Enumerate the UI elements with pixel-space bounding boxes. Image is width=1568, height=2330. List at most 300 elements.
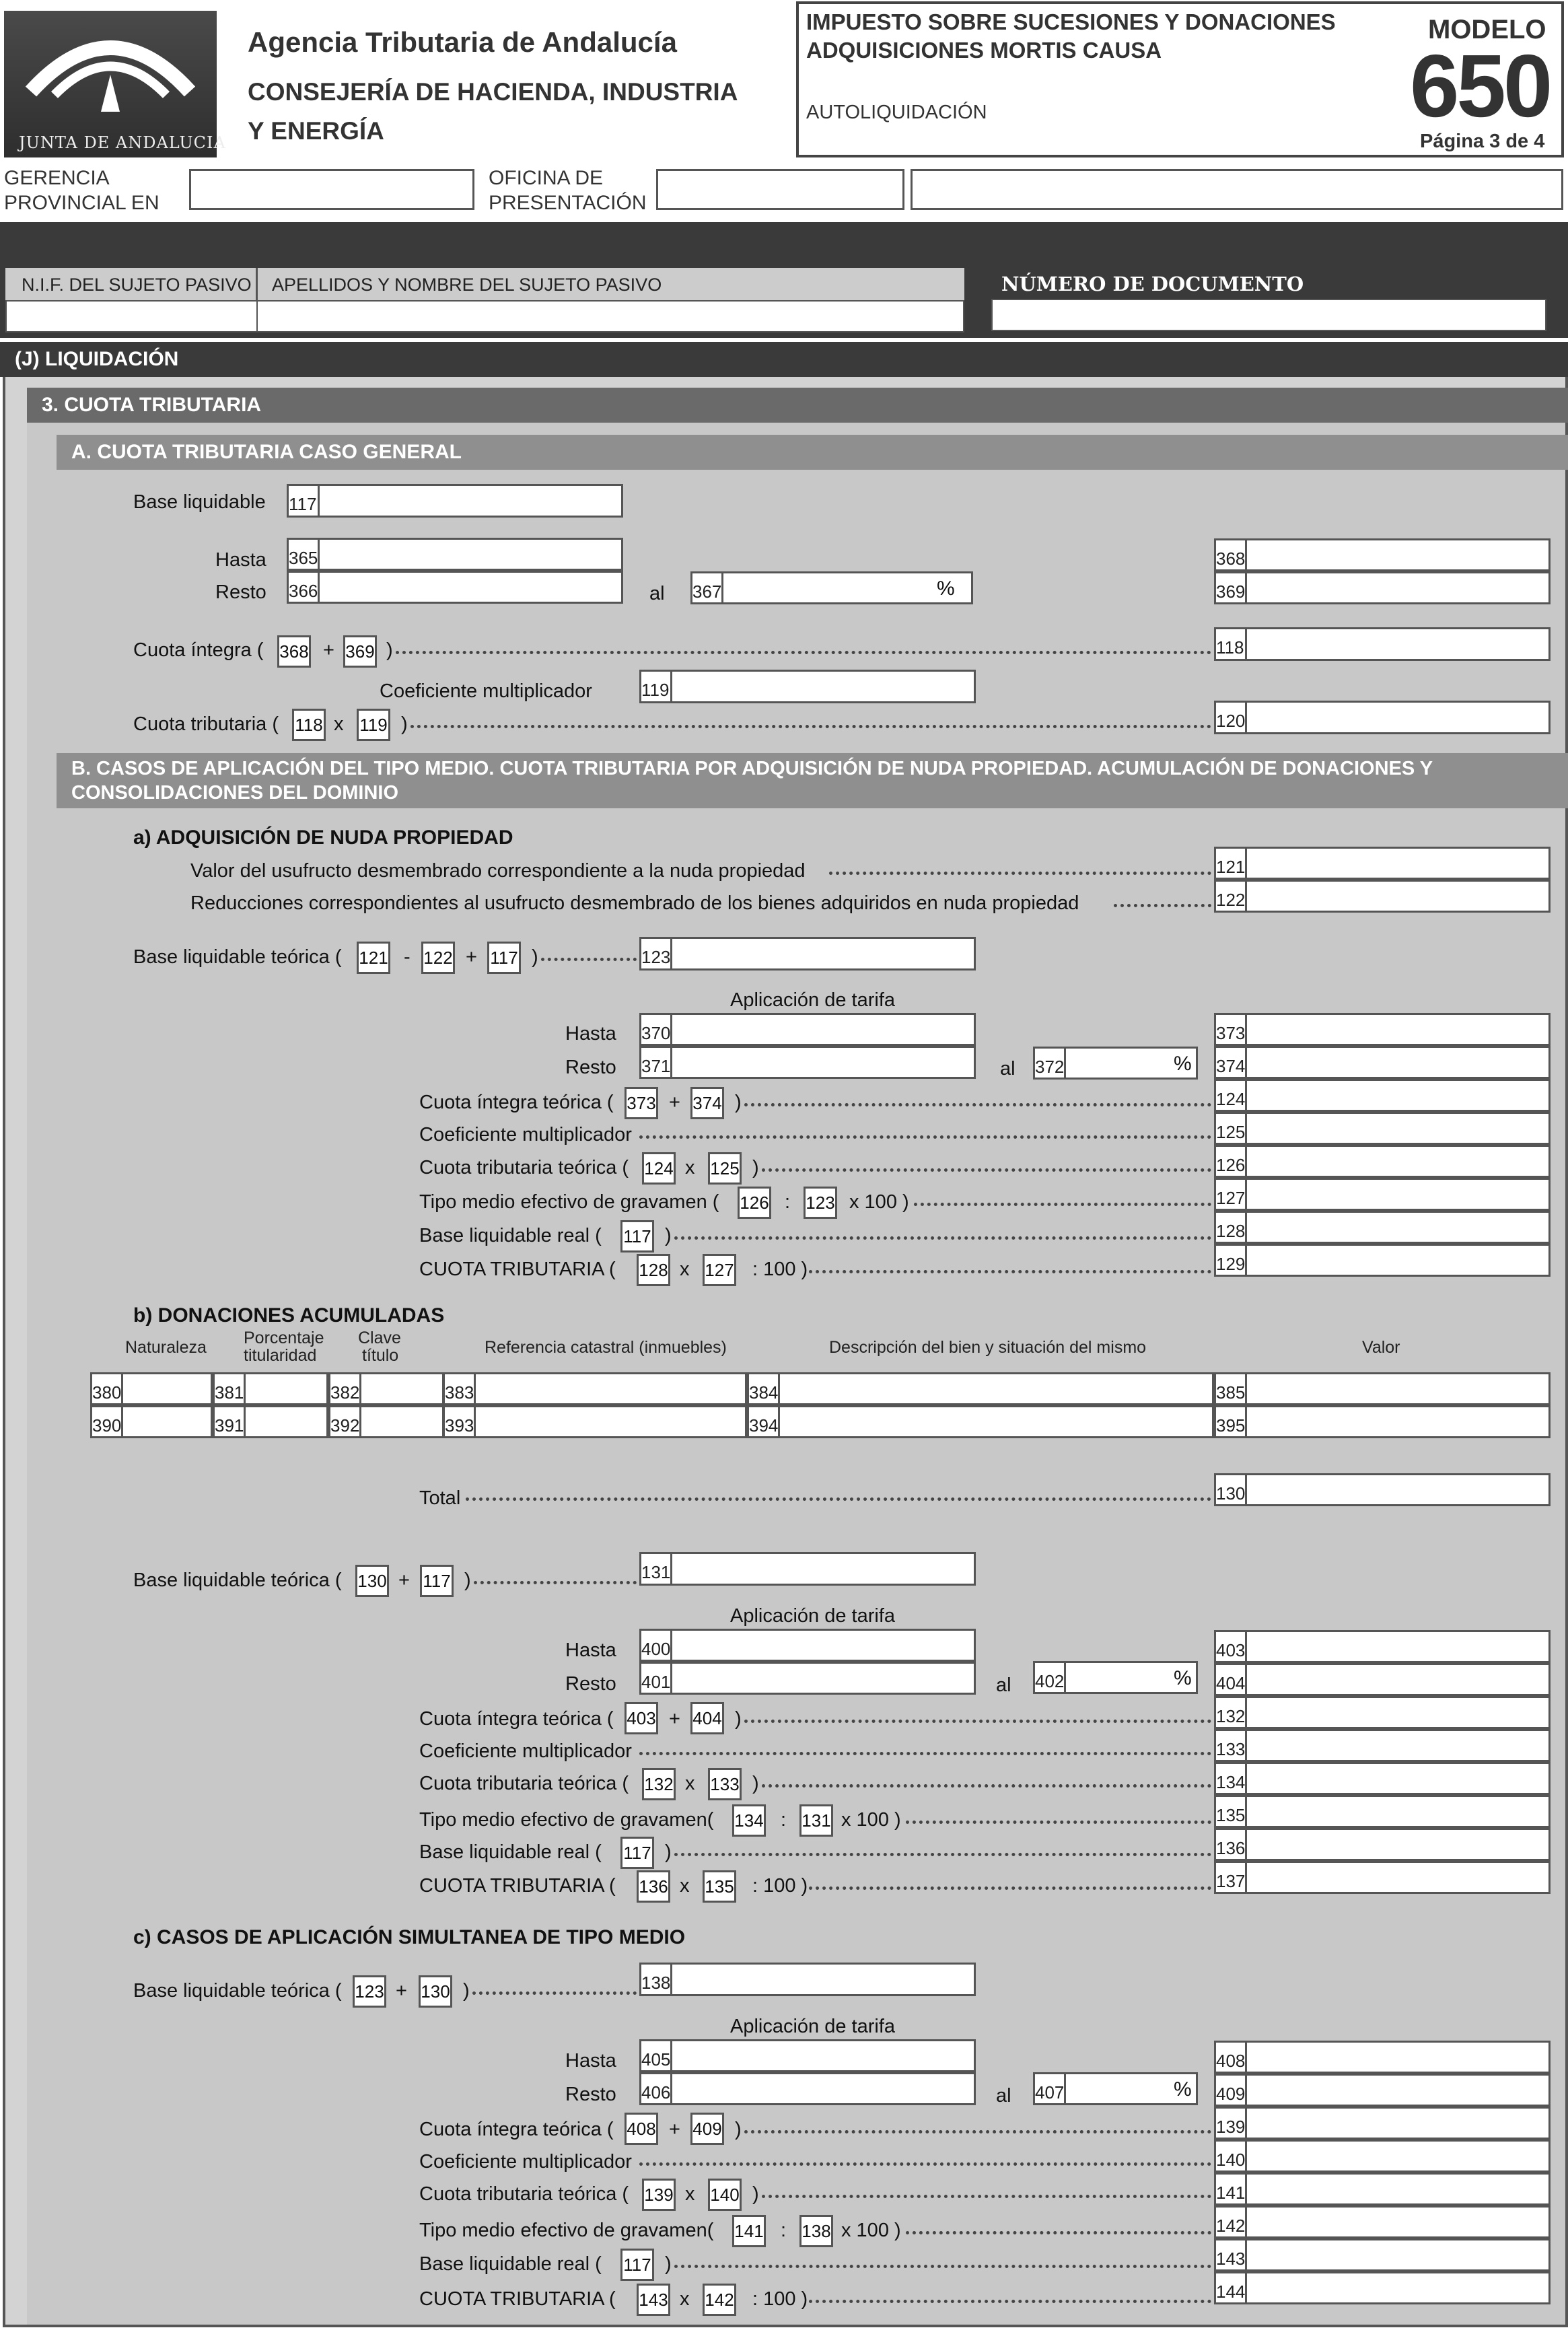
nif-field[interactable] [5,300,258,332]
blr-label-bc: Base liquidable real ( [419,2253,602,2275]
section-ba-title: a) ADQUISICIÓN DE NUDA PROPIEDAD [133,826,513,849]
tax-title-line1: IMPUESTO SOBRE SUCESIONES Y DONACIONES [806,9,1336,34]
blr-label-ba: Base liquidable real ( [419,1225,602,1246]
ministry-line2: Y ENERGÍA [248,117,384,145]
dots-135 [906,1820,1211,1824]
field-127-divider [1245,1178,1247,1211]
x100-ba: x 100 ) [849,1191,909,1213]
dots-141 [762,2194,1211,2198]
ref-409: 409 [690,2113,724,2145]
colon-bb: : [781,1809,787,1831]
dots-131 [474,1580,637,1584]
field-122[interactable] [1214,880,1551,913]
field-385-divider [1245,1372,1247,1405]
dots-124 [744,1102,1211,1106]
field-384-code: 384 [749,1382,779,1403]
field-371[interactable] [639,1046,976,1079]
dots-127 [914,1202,1211,1206]
ref-141: 141 [732,2215,766,2247]
field-406-divider [670,2072,672,2105]
ref-117-bb2: 117 [620,1837,654,1869]
ref-131: 131 [799,1804,833,1837]
field-142-divider [1245,2205,1247,2238]
cuota-trib-label-a: Cuota tributaria ( [133,713,279,735]
cuota-up-bc: CUOTA TRIBUTARIA ( [419,2288,616,2310]
field-119[interactable] [639,670,976,703]
field-383[interactable] [443,1372,747,1405]
name-field[interactable] [256,300,964,332]
field-382-code: 382 [330,1382,360,1403]
field-408-code: 408 [1216,2051,1246,2071]
col-referencia: Referencia catastral (inmuebles) [485,1338,727,1357]
field-391-divider [244,1405,246,1438]
ref-408: 408 [625,2113,658,2145]
close-bc4: ) [665,2253,672,2275]
dots-118 [396,650,1211,654]
field-127[interactable] [1214,1178,1551,1211]
tipo-label-bc: Tipo medio efectivo de gravamen( [419,2220,714,2241]
field-368[interactable] [1214,538,1551,571]
field-372-code: 372 [1035,1057,1065,1077]
ref-117-ba: 117 [487,942,521,974]
hasta-label-a: Hasta [215,549,266,571]
pct-label-a: % [937,577,955,600]
x-bb: x [685,1773,695,1794]
field-120[interactable] [1214,701,1551,734]
field-131-code: 131 [641,1562,671,1582]
dots-125 [639,1135,1211,1139]
field-134-code: 134 [1216,1772,1246,1792]
field-141-code: 141 [1216,2183,1246,2203]
field-390-code: 390 [92,1415,122,1436]
col-pct-2: titularidad [244,1346,317,1365]
ref-135: 135 [703,1870,736,1903]
cit-label-bb: Cuota íntegra teórica ( [419,1708,614,1730]
div100-ba: : 100 ) [752,1259,808,1280]
ref-403: 403 [625,1702,658,1734]
field-131[interactable] [639,1552,976,1586]
ref-374: 374 [690,1087,724,1119]
cuota-up-ba: CUOTA TRIBUTARIA ( [419,1259,616,1280]
dots-132 [744,1719,1211,1723]
field-123[interactable] [639,937,976,970]
ref-140: 140 [708,2179,742,2211]
ref-132: 132 [642,1768,676,1800]
field-393[interactable] [443,1405,747,1438]
field-404[interactable] [1214,1663,1551,1696]
col-descripcion: Descripción del bien y situación del mismo [829,1338,1147,1357]
field-144-divider [1245,2271,1247,2304]
oficina-label-1: OFICINA DE [489,167,604,189]
section-bb-title: b) DONACIONES ACUMULADAS [133,1304,445,1327]
field-129[interactable] [1214,1244,1551,1277]
field-143-code: 143 [1216,2249,1246,2269]
field-132[interactable] [1214,1696,1551,1729]
pct-bc: % [1174,2078,1192,2100]
field-139-code: 139 [1216,2117,1246,2137]
field-125[interactable] [1214,1112,1551,1145]
field-129-code: 129 [1216,1254,1246,1274]
field-406[interactable] [639,2072,976,2105]
x-bc2: x [680,2288,690,2310]
field-117[interactable] [287,484,623,518]
ref-130: 130 [355,1565,389,1597]
blt-label-bc: Base liquidable teórica ( [133,1980,342,2002]
oficina-label-2: PRESENTACIÓN [489,192,647,214]
field-129-divider [1245,1244,1247,1277]
ref-117-ba2: 117 [620,1220,654,1252]
subtitle: AUTOLIQUIDACIÓN [806,102,987,123]
ref-368: 368 [277,635,311,668]
x-a: x [334,713,344,735]
close-ba2: ) [735,1092,742,1113]
field-126-code: 126 [1216,1155,1246,1175]
ref-133: 133 [708,1768,742,1800]
field-367-code: 367 [692,581,722,602]
dots-136 [674,1852,1211,1856]
field-383-code: 383 [445,1382,474,1403]
field-400-divider [670,1629,672,1662]
field-140[interactable] [1214,2140,1551,2173]
field-400-code: 400 [641,1639,671,1659]
field-368-divider [1245,538,1247,571]
field-392-divider [359,1405,361,1438]
field-137-code: 137 [1216,1871,1246,1891]
al-ba: al [1000,1058,1015,1080]
x100-bc: x 100 ) [841,2220,901,2241]
field-136-code: 136 [1216,1838,1246,1858]
field-392-code: 392 [330,1415,360,1436]
field-128-divider [1245,1211,1247,1244]
ref-404: 404 [690,1702,724,1734]
plus-ba2: + [669,1092,680,1113]
field-384[interactable] [747,1372,1214,1405]
col-clave-1: Clave [358,1329,401,1347]
field-137[interactable] [1214,1861,1551,1894]
field-371-divider [670,1046,672,1079]
x-ba2: x [680,1259,690,1280]
field-401-divider [670,1662,672,1695]
close-bc: ) [463,1980,470,2002]
field-124[interactable] [1214,1079,1551,1112]
page-indicator: Página 3 de 4 [1420,131,1545,152]
dots-130 [466,1497,1211,1501]
field-365-divider [318,538,320,571]
field-403-code: 403 [1216,1640,1246,1660]
field-383-divider [474,1372,476,1405]
ref-119: 119 [357,709,390,741]
field-366-divider [318,571,320,604]
ref-121: 121 [357,942,390,974]
field-373-code: 373 [1216,1023,1246,1043]
section-bc-title: c) CASOS DE APLICACIÓN SIMULTANEA DE TIPO MEDIO [133,1926,686,1948]
dots-120 [411,724,1211,728]
dots-139 [744,2129,1211,2133]
field-405-divider [670,2039,672,2072]
minus-ba: - [404,946,411,968]
field-373[interactable] [1214,1013,1551,1046]
ref-123-bc: 123 [353,1975,386,2008]
agency-name: Agencia Tributaria de Andalucía [248,26,677,58]
dots-129 [809,1269,1211,1273]
close-a1: ) [386,639,393,661]
field-395-code: 395 [1216,1415,1246,1436]
gerencia-label-1: GERENCIA [4,167,110,189]
coef-label-ba: Coeficiente multiplicador [419,1124,632,1145]
field-138[interactable] [639,1963,976,1996]
section-j-header: (J) LIQUIDACIÓN [0,342,1568,377]
field-140-divider [1245,2140,1247,2173]
field-402-divider [1064,1661,1066,1694]
field-373-divider [1245,1013,1247,1046]
ref-128: 128 [637,1254,670,1286]
oficina-code-field[interactable] [656,169,904,210]
field-408-divider [1245,2041,1247,2074]
ref-373: 373 [625,1087,658,1119]
field-127-code: 127 [1216,1188,1246,1208]
field-395[interactable] [1214,1405,1551,1438]
ref-122: 122 [421,942,455,974]
ref-123: 123 [804,1187,837,1219]
close-bb2: ) [735,1708,742,1730]
field-122-code: 122 [1216,890,1246,910]
field-122-divider [1245,880,1247,913]
field-125-divider [1245,1112,1247,1145]
field-133[interactable] [1214,1729,1551,1762]
field-117-code: 117 [289,494,317,514]
field-144[interactable] [1214,2271,1551,2304]
field-128-code: 128 [1216,1221,1246,1241]
hasta-bc: Hasta [565,2050,616,2072]
field-130[interactable] [1214,1473,1551,1506]
cuota-integra-label: Cuota íntegra ( [133,639,264,661]
col-pct-1: Porcentaje [244,1329,324,1347]
pct-ba: % [1174,1053,1192,1075]
field-120-code: 120 [1216,711,1246,731]
close-bb3: ) [752,1773,759,1794]
field-403-divider [1245,1630,1247,1663]
field-141[interactable] [1214,2173,1551,2205]
field-405[interactable] [639,2039,976,2072]
doc-number-field[interactable] [991,299,1546,331]
al-bc: al [996,2085,1011,2107]
field-409[interactable] [1214,2074,1551,2107]
section-3-header: 3. CUOTA TRIBUTARIA [27,388,1568,423]
resto-label-a: Resto [215,581,266,603]
close-ba4: ) [665,1225,672,1246]
field-135-divider [1245,1795,1247,1828]
field-128[interactable] [1214,1211,1551,1244]
coef-label-bc: Coeficiente multiplicador [419,2151,632,2173]
hasta-ba: Hasta [565,1023,616,1045]
field-369-divider [1245,571,1247,604]
col-naturaleza: Naturaleza [125,1338,207,1357]
field-117-divider [318,484,320,518]
field-119-code: 119 [641,680,670,700]
field-135-code: 135 [1216,1805,1246,1825]
dots-126 [762,1168,1211,1172]
field-380-code: 380 [92,1382,122,1403]
ref-126: 126 [738,1187,771,1219]
ref-125: 125 [708,1152,742,1185]
blt-label-bb: Base liquidable teórica ( [133,1569,342,1591]
field-141-divider [1245,2173,1247,2205]
field-394[interactable] [747,1405,1214,1438]
dots-133 [639,1751,1211,1755]
field-121[interactable] [1214,847,1551,880]
field-126-divider [1245,1145,1247,1178]
field-401[interactable] [639,1662,976,1695]
x100-bb: x 100 ) [841,1809,901,1831]
field-374-code: 374 [1216,1056,1246,1076]
field-136[interactable] [1214,1828,1551,1861]
resto-bb: Resto [565,1673,616,1695]
field-369-code: 369 [1216,581,1246,602]
dots-121 [829,871,1211,875]
ctt-label-bb: Cuota tributaria teórica ( [419,1773,629,1794]
field-365[interactable] [287,538,623,571]
close-bc2: ) [735,2119,742,2140]
section-a-header: A. CUOTA TRIBUTARIA CASO GENERAL [57,435,1568,470]
section-b-title-1: B. CASOS DE APLICACIÓN DEL TIPO MEDIO. CUOTA TRIBUTARIA POR ADQUISICIÓN DE NUDA PROPIEDAD. ACUMULACIÓN DE DONACIONES Y [71,758,1433,779]
doc-number-label: NÚMERO DE DOCUMENTO [1001,273,1304,295]
ref-138: 138 [799,2215,833,2247]
ref-139: 139 [642,2179,676,2211]
plus-bc: + [396,1980,407,2002]
plus-bb2: + [669,1708,680,1730]
resto-bc: Resto [565,2084,616,2105]
field-393-code: 393 [445,1415,474,1436]
field-385-code: 385 [1216,1382,1246,1403]
field-143[interactable] [1214,2238,1551,2271]
field-126[interactable] [1214,1145,1551,1178]
plus-ba: + [466,946,477,968]
gerencia-field[interactable] [189,169,474,210]
field-118-code: 118 [1216,637,1244,658]
field-123-divider [670,937,672,970]
ref-369: 369 [343,635,377,668]
field-367-divider [721,571,723,604]
blr-label-bb: Base liquidable real ( [419,1841,602,1863]
tax-title-line2: ADQUISICIONES MORTIS CAUSA [806,38,1162,63]
colon-bc: : [781,2220,787,2241]
field-408[interactable] [1214,2041,1551,2074]
field-370[interactable] [639,1013,976,1046]
field-401-code: 401 [641,1672,671,1692]
x-ba: x [685,1157,695,1178]
aplic-label-ba: Aplicación de tarifa [730,989,896,1011]
plus-bb: + [398,1569,410,1591]
dots-137 [809,1886,1211,1890]
ctt-label-bc: Cuota tributaria teórica ( [419,2183,629,2205]
field-407-code: 407 [1035,2082,1065,2103]
field-393-divider [474,1405,476,1438]
ctt-label-ba: Cuota tributaria teórica ( [419,1157,629,1178]
field-395-divider [1245,1405,1247,1438]
cuota-up-bb: CUOTA TRIBUTARIA ( [419,1875,616,1897]
field-374[interactable] [1214,1046,1551,1079]
gerencia-label-2: PROVINCIAL EN [4,192,159,214]
field-143-divider [1245,2238,1247,2271]
nif-label: N.I.F. DEL SUJETO PASIVO [22,275,252,295]
field-384-divider [778,1372,780,1405]
field-381-divider [244,1372,246,1405]
field-139-divider [1245,2107,1247,2140]
field-367[interactable] [690,571,973,604]
tipo-label-bb: Tipo medio efectivo de gravamen( [419,1809,714,1831]
col-valor: Valor [1362,1338,1400,1357]
close-ba: ) [532,946,538,968]
field-366-code: 366 [289,581,318,601]
base-liquidable-label: Base liquidable [133,491,266,513]
dots-140 [639,2162,1211,2166]
field-390-divider [121,1405,123,1438]
field-403[interactable] [1214,1630,1551,1663]
field-134[interactable] [1214,1762,1551,1795]
field-400[interactable] [639,1629,976,1662]
x-bb2: x [680,1875,690,1897]
field-121-code: 121 [1216,857,1246,877]
field-139[interactable] [1214,2107,1551,2140]
ref-127: 127 [703,1254,736,1286]
oficina-name-field[interactable] [911,169,1563,210]
coef-label-bb: Coeficiente multiplicador [419,1740,632,1762]
field-374-divider [1245,1046,1247,1079]
field-391-code: 391 [215,1415,244,1436]
field-123-code: 123 [641,947,671,967]
name-label: APELLIDOS Y NOMBRE DEL SUJETO PASIVO [272,275,662,295]
field-405-code: 405 [641,2049,671,2070]
al-label-a: al [649,583,665,604]
field-366[interactable] [287,571,623,604]
field-135[interactable] [1214,1795,1551,1828]
colon-ba: : [785,1191,791,1213]
field-370-code: 370 [641,1023,671,1043]
dots-134 [762,1784,1211,1788]
field-133-divider [1245,1729,1247,1762]
field-142[interactable] [1214,2205,1551,2238]
dots-142 [906,2230,1211,2234]
field-394-divider [778,1405,780,1438]
close-bb: ) [464,1569,471,1591]
logo-text: JUNTA DE ANDALUCIA [19,133,226,152]
dots-143 [674,2264,1211,2268]
field-118[interactable] [1214,627,1551,661]
tipo-label-ba: Tipo medio efectivo de gravamen ( [419,1191,719,1213]
ref-136: 136 [637,1870,670,1903]
hasta-bb: Hasta [565,1639,616,1661]
al-bb: al [996,1674,1011,1696]
div100-bc: : 100 ) [752,2288,808,2310]
field-385[interactable] [1214,1372,1551,1405]
field-404-divider [1245,1663,1247,1696]
field-380-divider [121,1372,123,1405]
field-140-code: 140 [1216,2150,1246,2170]
x-bc: x [685,2183,695,2205]
close-a2: ) [401,713,408,735]
field-365-code: 365 [289,548,318,568]
dots-128 [674,1236,1211,1240]
coef-label-a: Coeficiente multiplicador [380,680,592,702]
plus-bc2: + [669,2119,680,2140]
field-409-divider [1245,2074,1247,2107]
aplic-label-bc: Aplicación de tarifa [730,2016,896,2037]
field-406-code: 406 [641,2082,671,2103]
field-121-divider [1245,847,1247,880]
field-369[interactable] [1214,571,1551,604]
dots-123 [541,957,637,961]
field-130-divider [1245,1473,1247,1506]
